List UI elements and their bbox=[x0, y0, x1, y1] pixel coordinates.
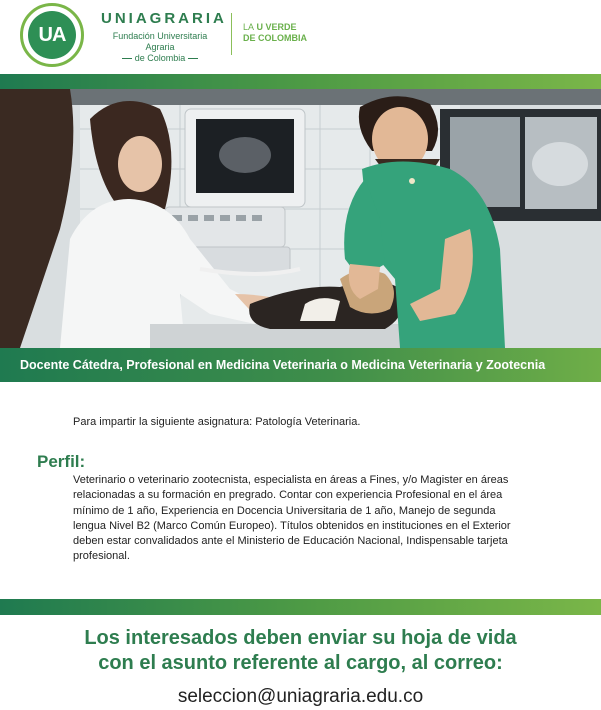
slogan-line2: DE COLOMBIA bbox=[243, 33, 307, 43]
job-title: Docente Cátedra, Profesional en Medicina Veterinaria o Medicina Veterinaria y Zootecnia bbox=[20, 358, 546, 372]
subject-intro: Para impartir la siguiente asignatura: Patología Veterinaria. bbox=[73, 416, 361, 428]
logo-initials: UA bbox=[28, 11, 76, 59]
header-divider bbox=[231, 13, 232, 55]
profile-line: deben estar convalidados ante el Ministerio de Educación Nacional, Indispensable tarjeta bbox=[73, 535, 508, 548]
profile-line: profesional. bbox=[73, 550, 130, 563]
call-to-action bbox=[0, 626, 601, 676]
top-green-bar bbox=[0, 74, 601, 89]
profile-line: Veterinario o veterinario zootecnista, especialista en áreas a Fines, y/o Magister en áreas bbox=[73, 474, 509, 486]
veterinary-clinic-photo bbox=[0, 89, 601, 348]
job-title-banner bbox=[0, 348, 601, 382]
photo-illustration bbox=[0, 89, 601, 348]
slogan bbox=[243, 22, 307, 44]
header bbox=[0, 0, 601, 74]
profile-description bbox=[73, 473, 543, 565]
brand-subtitle-1: Fundación Universitaria Agraria bbox=[112, 31, 208, 52]
brand-block bbox=[101, 10, 227, 64]
profile-line: mínimo de 1 año, Experiencia en Docencia Universitaria de 1 año, Manejo de segunda bbox=[73, 504, 496, 517]
cta-line-2: con el asunto referente al cargo, al correo: bbox=[98, 652, 503, 674]
contact-email[interactable]: seleccion@uniagraria.edu.co bbox=[177, 686, 424, 707]
brand-subtitle-2-wrap bbox=[101, 53, 219, 64]
profile-line: lengua Nivel B2 (Marco Común Europeo). Títulos obtenidos en instituciones en el Exterior bbox=[73, 519, 511, 532]
brand-name: UNIAGRARIA bbox=[101, 10, 227, 27]
slogan-highlight: U VERDE bbox=[256, 22, 297, 32]
profile-heading: Perfil: bbox=[37, 452, 86, 471]
brand-subtitle-2: de Colombia bbox=[134, 53, 186, 63]
bottom-green-bar bbox=[0, 599, 601, 615]
university-logo bbox=[20, 3, 84, 67]
profile-line: relacionadas a su formación en pregrado. Contar con experiencia Profesional en el área bbox=[73, 489, 503, 502]
cta-line-1: Los interesados deben enviar su hoja de vida bbox=[84, 627, 517, 649]
slogan-prefix: LA bbox=[243, 22, 255, 32]
